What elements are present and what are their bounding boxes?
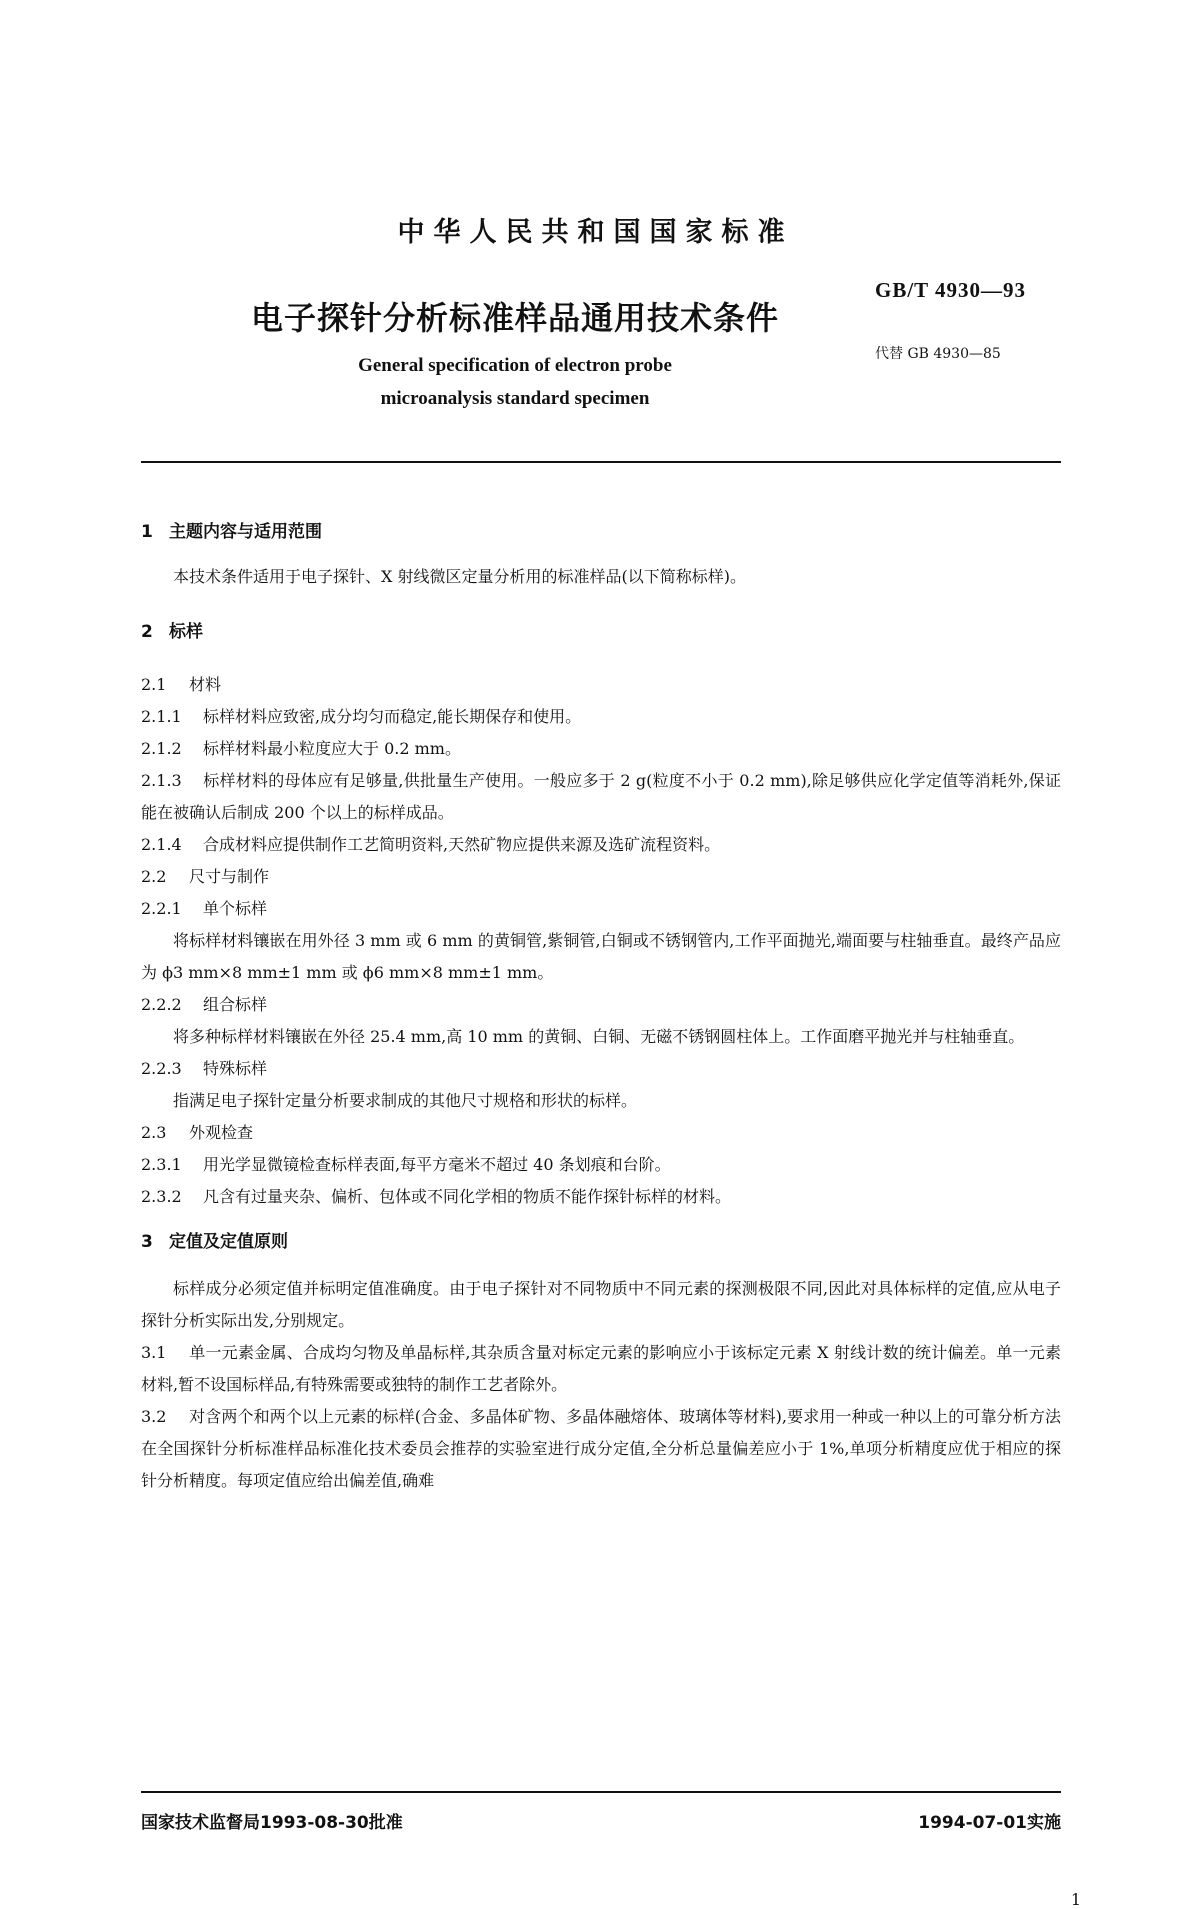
clause-2-2-1-text: 将标样材料镶嵌在用外径 3 mm 或 6 mm 的黄铜管,紫铜管,白铜或不锈钢管内,工作平面抛光,端面要与柱轴垂直。最终产品应为 ϕ3 mm×8 mm±1 mm 或 ϕ6 mm×8 mm±1 mm。 — [141, 931, 1061, 982]
document-title-en-line2: microanalysis standard specimen — [380, 388, 650, 409]
clause-title: 特殊标样 — [203, 1059, 268, 1078]
clause-text: 合成材料应提供制作工艺简明资料,天然矿物应提供来源及选矿流程资料。 — [203, 835, 721, 854]
clause-2-1-4 — [141, 829, 1061, 861]
clause-number: 2.1.3 — [141, 771, 182, 790]
clause-number: 2.2 — [141, 867, 167, 886]
clause-number: 2.1.2 — [141, 739, 182, 758]
clause-2-2-3-heading — [141, 1053, 1061, 1085]
section-3-heading — [141, 1225, 1061, 1259]
document-title-en-line1: General specification of electron probe — [358, 355, 672, 376]
page-number: 1 — [1070, 1890, 1081, 1909]
clause-2-1-1 — [141, 701, 1061, 733]
section-number: 3 — [141, 1232, 153, 1252]
clause-text: 用光学显微镜检查标样表面,每平方毫米不超过 40 条划痕和台阶。 — [203, 1155, 671, 1174]
standard-code: GB/T 4930—93 — [875, 278, 1027, 302]
clause-title: 尺寸与制作 — [189, 867, 270, 886]
clause-2-2-2-text: 将多种标样材料镶嵌在外径 25.4 mm,高 10 mm 的黄铜、白铜、无磁不锈钢圆柱体上。工作面磨平抛光并与柱轴垂直。 — [173, 1027, 1025, 1046]
header-divider — [141, 461, 1061, 463]
section-1-text: 本技术条件适用于电子探针、X 射线微区定量分析用的标准样品(以下简称标样)。 — [173, 567, 746, 586]
clause-2-1-3 — [141, 765, 1061, 829]
section-number: 1 — [141, 522, 153, 542]
implementation-date: 1994-07-01实施 — [918, 1813, 1061, 1833]
clause-number: 2.2.2 — [141, 995, 182, 1014]
clause-number: 3.1 — [141, 1343, 167, 1362]
clause-number: 2.3 — [141, 1123, 167, 1142]
clause-2-2-3-text: 指满足电子探针定量分析要求制成的其他尺寸规格和形状的标样。 — [173, 1091, 638, 1110]
clause-3-1 — [141, 1337, 1061, 1401]
document-body — [141, 515, 1061, 1497]
clause-text: 凡含有过量夹杂、偏析、包体或不同化学相的物质不能作探针标样的材料。 — [203, 1187, 732, 1206]
national-standard-heading: 中华人民共和国国家标准 — [397, 217, 794, 248]
clause-number: 2.2.3 — [141, 1059, 182, 1078]
section-title: 标样 — [169, 622, 203, 642]
clause-number: 2.1 — [141, 675, 167, 694]
clause-title: 单个标样 — [203, 899, 268, 918]
approval-date: 国家技术监督局1993-08-30批准 — [141, 1813, 403, 1833]
clause-text: 对含两个和两个以上元素的标样(合金、多晶体矿物、多晶体融熔体、玻璃体等材料),要求用一种或一种以上的可靠分析方法在全国探针分析标准样品标准化技术委员会推荐的实验室进行成分定值,全分析总量偏差应小于 1%,单项分析精度应优于相应的探针分析精度。每项定值应给出偏差值,确难 — [141, 1407, 1061, 1490]
clause-2-3-1 — [141, 1149, 1061, 1181]
section-3-text: 标样成分必须定值并标明定值准确度。由于电子探针对不同物质中不同元素的探测极限不同,因此对具体标样的定值,应从电子探针分析实际出发,分别规定。 — [141, 1279, 1061, 1330]
section-number: 2 — [141, 622, 153, 642]
clause-number: 3.2 — [141, 1407, 167, 1426]
clause-text: 标样材料最小粒度应大于 0.2 mm。 — [203, 739, 461, 758]
clause-2-3 — [141, 1117, 1061, 1149]
clause-text: 标样材料的母体应有足够量,供批量生产使用。一般应多于 2 g(粒度不小于 0.2 mm),除足够供应化学定值等消耗外,保证能在被确认后制成 200 个以上的标样成品。 — [141, 771, 1061, 822]
section-1-heading — [141, 515, 1061, 549]
clause-2-2 — [141, 861, 1061, 893]
clause-number: 2.1.1 — [141, 707, 182, 726]
clause-text: 标样材料应致密,成分均匀而稳定,能长期保存和使用。 — [203, 707, 582, 726]
clause-3-2 — [141, 1401, 1061, 1497]
clause-number: 2.3.1 — [141, 1155, 182, 1174]
clause-number: 2.1.4 — [141, 835, 182, 854]
document-title-zh: 电子探针分析标准样品通用技术条件 — [250, 299, 779, 337]
clause-text: 单一元素金属、合成均匀物及单晶标样,其杂质含量对标定元素的影响应小于该标定元素 X 射线计数的统计偏差。单一元素材料,暂不设国标样品,有特殊需要或独特的制作工艺者除外。 — [141, 1343, 1061, 1394]
clause-2-1-2 — [141, 733, 1061, 765]
clause-2-3-2 — [141, 1181, 1061, 1213]
section-2-heading — [141, 615, 1061, 649]
clause-2-2-1-heading — [141, 893, 1061, 925]
section-title: 主题内容与适用范围 — [169, 522, 322, 542]
clause-title: 外观检查 — [189, 1123, 254, 1142]
clause-2-2-2-heading — [141, 989, 1061, 1021]
clause-title: 组合标样 — [203, 995, 268, 1014]
section-title: 定值及定值原则 — [169, 1232, 288, 1252]
clause-2-1 — [141, 669, 1061, 701]
clause-number: 2.3.2 — [141, 1187, 182, 1206]
clause-number: 2.2.1 — [141, 899, 182, 918]
replaces-note: 代替 GB 4930—85 — [875, 346, 1001, 362]
clause-title: 材料 — [189, 675, 222, 694]
footer-divider — [141, 1791, 1061, 1793]
